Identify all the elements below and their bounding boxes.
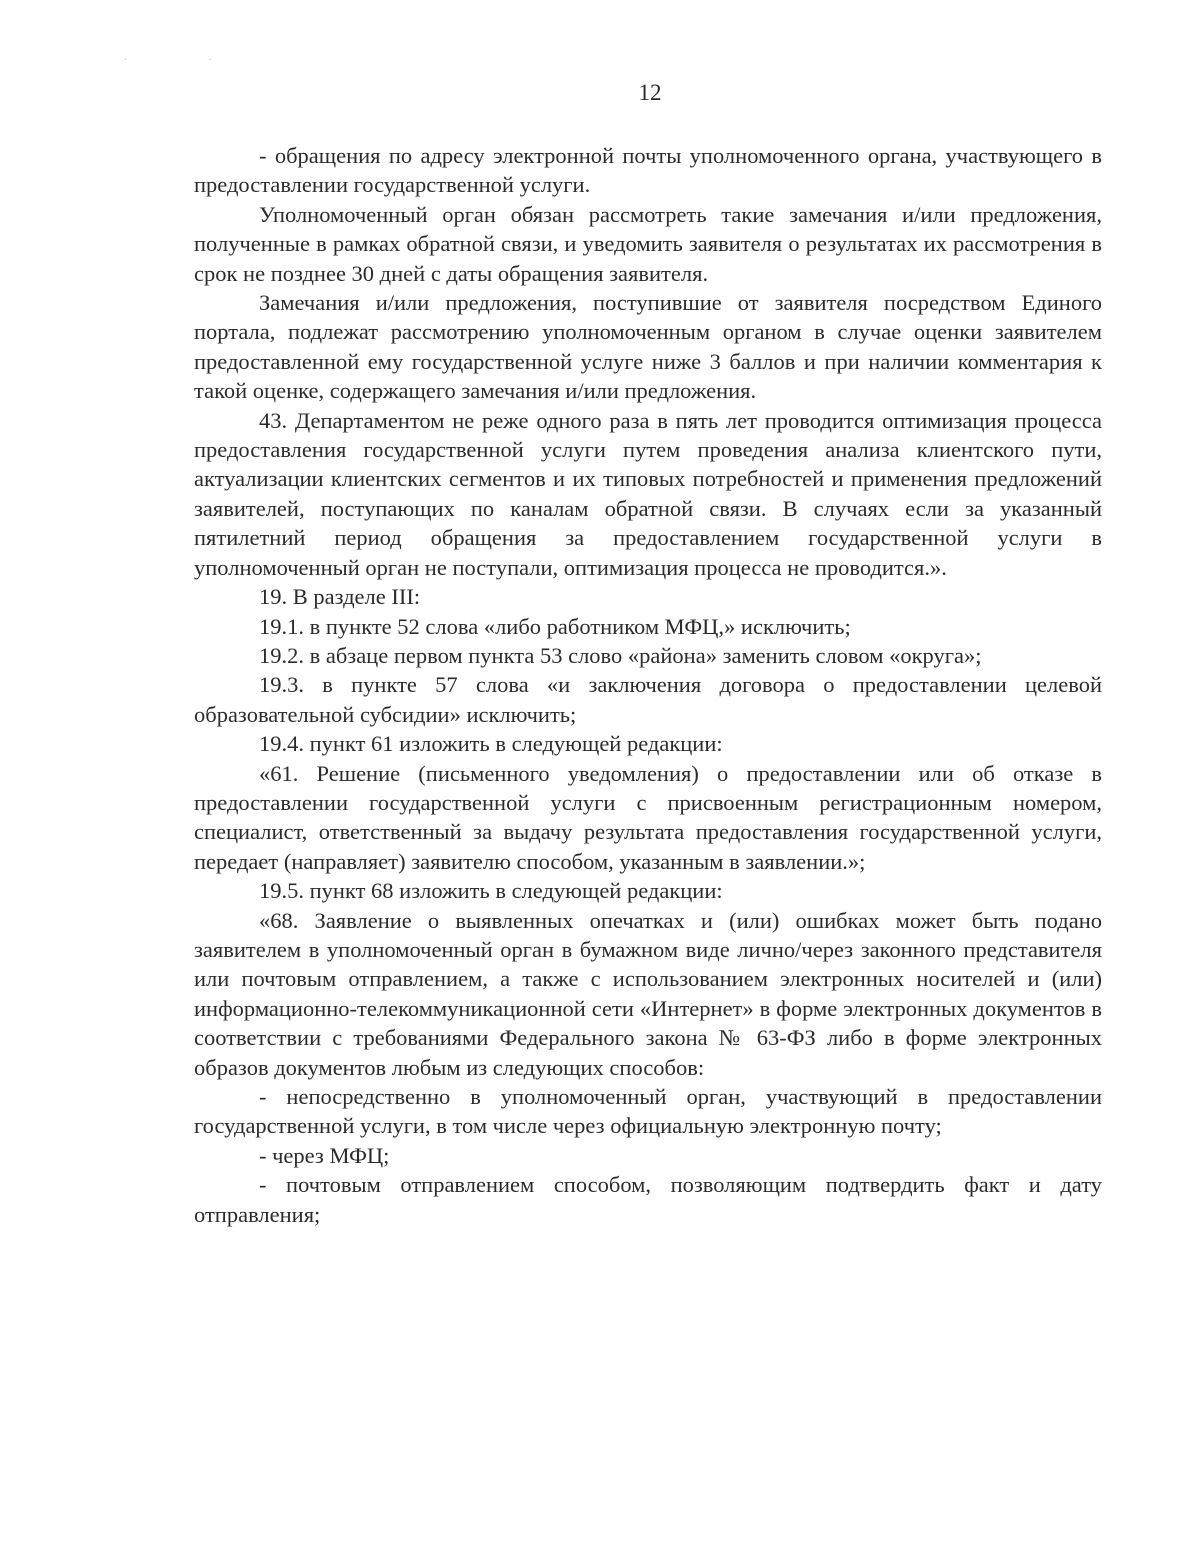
page-number: 12: [638, 80, 662, 105]
paragraph-portal-remarks: Замечания и/или предложения, поступившие от заявителя посредством Единого портала, подлежат рассмотрению уполномоченным органом в случае оценки заявителем предоставленной ему государственной услуге ниже 3 баллов и при наличии комментария к такой оценке, содержащего замечания и/или предложения.: [194, 290, 1102, 404]
paragraph-19-4: 19.4. пункт 61 изложить в следующей редакции:: [259, 731, 723, 757]
paragraph-19-1: 19.1. в пункте 52 слова «либо работником МФЦ,» исключить;: [259, 613, 851, 639]
paragraph-68: «68. Заявление о выявленных опечатках и (или) ошибках может быть подано заявителем в уполномоченный орган в бумажном виде лично/через законного представителя или почтовым отправлением, а также с использованием электронных носителей и (или) информационно-телекоммуникационной сети «Интернет» в форме электронных документов в соответствии с требованиями Федерального закона № 63-ФЗ либо в форме электронных образов документов любым из следующих способов:: [194, 907, 1102, 1080]
paragraph-feedback-email: - обращения по адресу электронной почты уполномоченного органа, участвующего в предоставлении государственной услуги.: [194, 143, 1102, 198]
paragraph-19-5: 19.5. пункт 68 изложить в следующей редакции:: [259, 878, 723, 904]
list-item-mfc: - через МФЦ;: [259, 1142, 390, 1168]
paragraph-19-2: 19.2. в абзаце первом пункта 53 слово «района» заменить словом «округа»;: [259, 642, 982, 668]
scan-marks: . .: [124, 52, 252, 63]
paragraph-43: 43. Департаментом не реже одного раза в пять лет проводится оптимизация процесса предоставления государственной услуги путем проведения анализа клиентского пути, актуализации клиентских сегментов и их типовых потребностей и применения предложений заявителей, поступающих по каналам обратной связи. В случаях если за указанный пятилетний период обращения за предоставлением государственной услуги в уполномоченный орган не поступали, оптимизация процесса не проводится.».: [194, 407, 1102, 580]
list-item-post: - почтовым отправлением способом, позволяющим подтвердить факт и дату отправления;: [194, 1172, 1102, 1227]
list-item-directly: - непосредственно в уполномоченный орган, участвующий в предоставлении государственной услуги, в том числе через официальную электронную почту;: [194, 1084, 1102, 1139]
paragraph-feedback-review: Уполномоченный орган обязан рассмотреть такие замечания и/или предложения, полученные в рамках обратной связи, и уведомить заявителя о результатах их рассмотрения в срок не позднее 30 дней с даты обращения заявителя.: [194, 201, 1102, 286]
document-body: [194, 141, 1102, 1229]
paragraph-19: 19. В разделе III:: [259, 584, 421, 610]
paragraph-19-3: 19.3. в пункте 57 слова «и заключения договора о предоставлении целевой образовательной субсидии» исключить;: [194, 672, 1102, 727]
paragraph-61: «61. Решение (письменного уведомления) о предоставлении или об отказе в предоставлении государственной услуги с присвоенным регистрационным номером, специалист, ответственный за выдачу результата предоставления государственной услуги, передает (направляет) заявителю способом, указанным в заявлении.»;: [194, 760, 1102, 874]
